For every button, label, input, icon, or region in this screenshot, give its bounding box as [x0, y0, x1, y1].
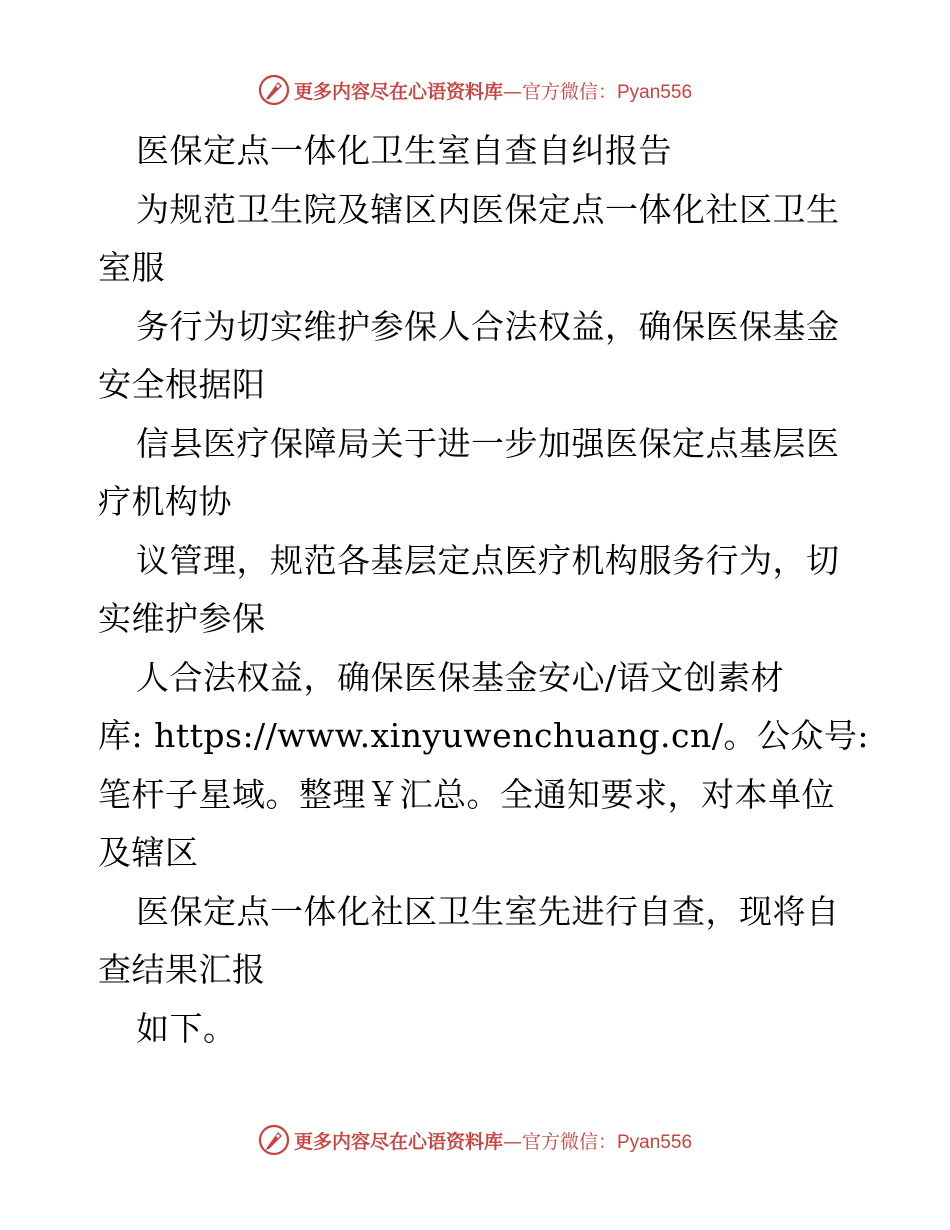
paragraph-line: 疗机构协	[98, 482, 232, 521]
pen-nib-logo-icon	[258, 74, 290, 106]
watermark-dash: —	[502, 1130, 522, 1153]
paragraph-line: 室服	[98, 248, 165, 287]
paragraph-line: 为规范卫生院及辖区内医保定点一体化社区卫生	[136, 189, 840, 229]
paragraph-line: 及辖区	[98, 833, 199, 872]
paragraph-line: 医保定点一体化社区卫生室先进行自查，现将自	[136, 891, 840, 931]
paragraph-line: 安全根据阳	[98, 365, 266, 404]
paragraph-line: 笔杆子星域。整理￥汇总。全通知要求，对本单位	[98, 774, 835, 814]
paragraph-line: 库: https://www.xinyuwenchuang.cn/。公众号:	[98, 716, 869, 755]
footer-watermark-banner	[0, 1120, 950, 1160]
paragraph-line: 查结果汇报	[98, 950, 266, 989]
watermark-dash: —	[502, 80, 522, 103]
pen-nib-logo-icon	[258, 1124, 290, 1156]
watermark-part1: 更多内容尽在心语资料库	[293, 80, 503, 103]
paragraph-line: 议管理，规范各基层定点医疗机构服务行为，切	[136, 540, 840, 580]
watermark-text	[294, 77, 692, 104]
watermark-wechat-id: Pyan556	[617, 1131, 693, 1153]
paragraph-line: 务行为切实维护参保人合法权益，确保医保基金	[136, 306, 840, 346]
paragraph-line: 信县医疗保障局关于进一步加强医保定点基层医	[136, 423, 840, 463]
watermark-part2: 官方微信：	[521, 80, 617, 103]
watermark-part2: 官方微信：	[521, 1130, 617, 1153]
header-watermark-banner	[0, 70, 950, 110]
watermark-wechat-id: Pyan556	[617, 81, 693, 103]
paragraph-line: 实维护参保	[98, 599, 266, 638]
document-title: 医保定点一体化卫生室自查自纠报告	[136, 131, 672, 170]
paragraph-line: 人合法权益，确保医保基金安心/语文创素材	[136, 657, 785, 697]
paragraph-line: 如下。	[136, 1008, 237, 1048]
watermark-text	[294, 1127, 692, 1154]
document-body	[98, 122, 869, 1058]
watermark-part1: 更多内容尽在心语资料库	[293, 1130, 503, 1153]
